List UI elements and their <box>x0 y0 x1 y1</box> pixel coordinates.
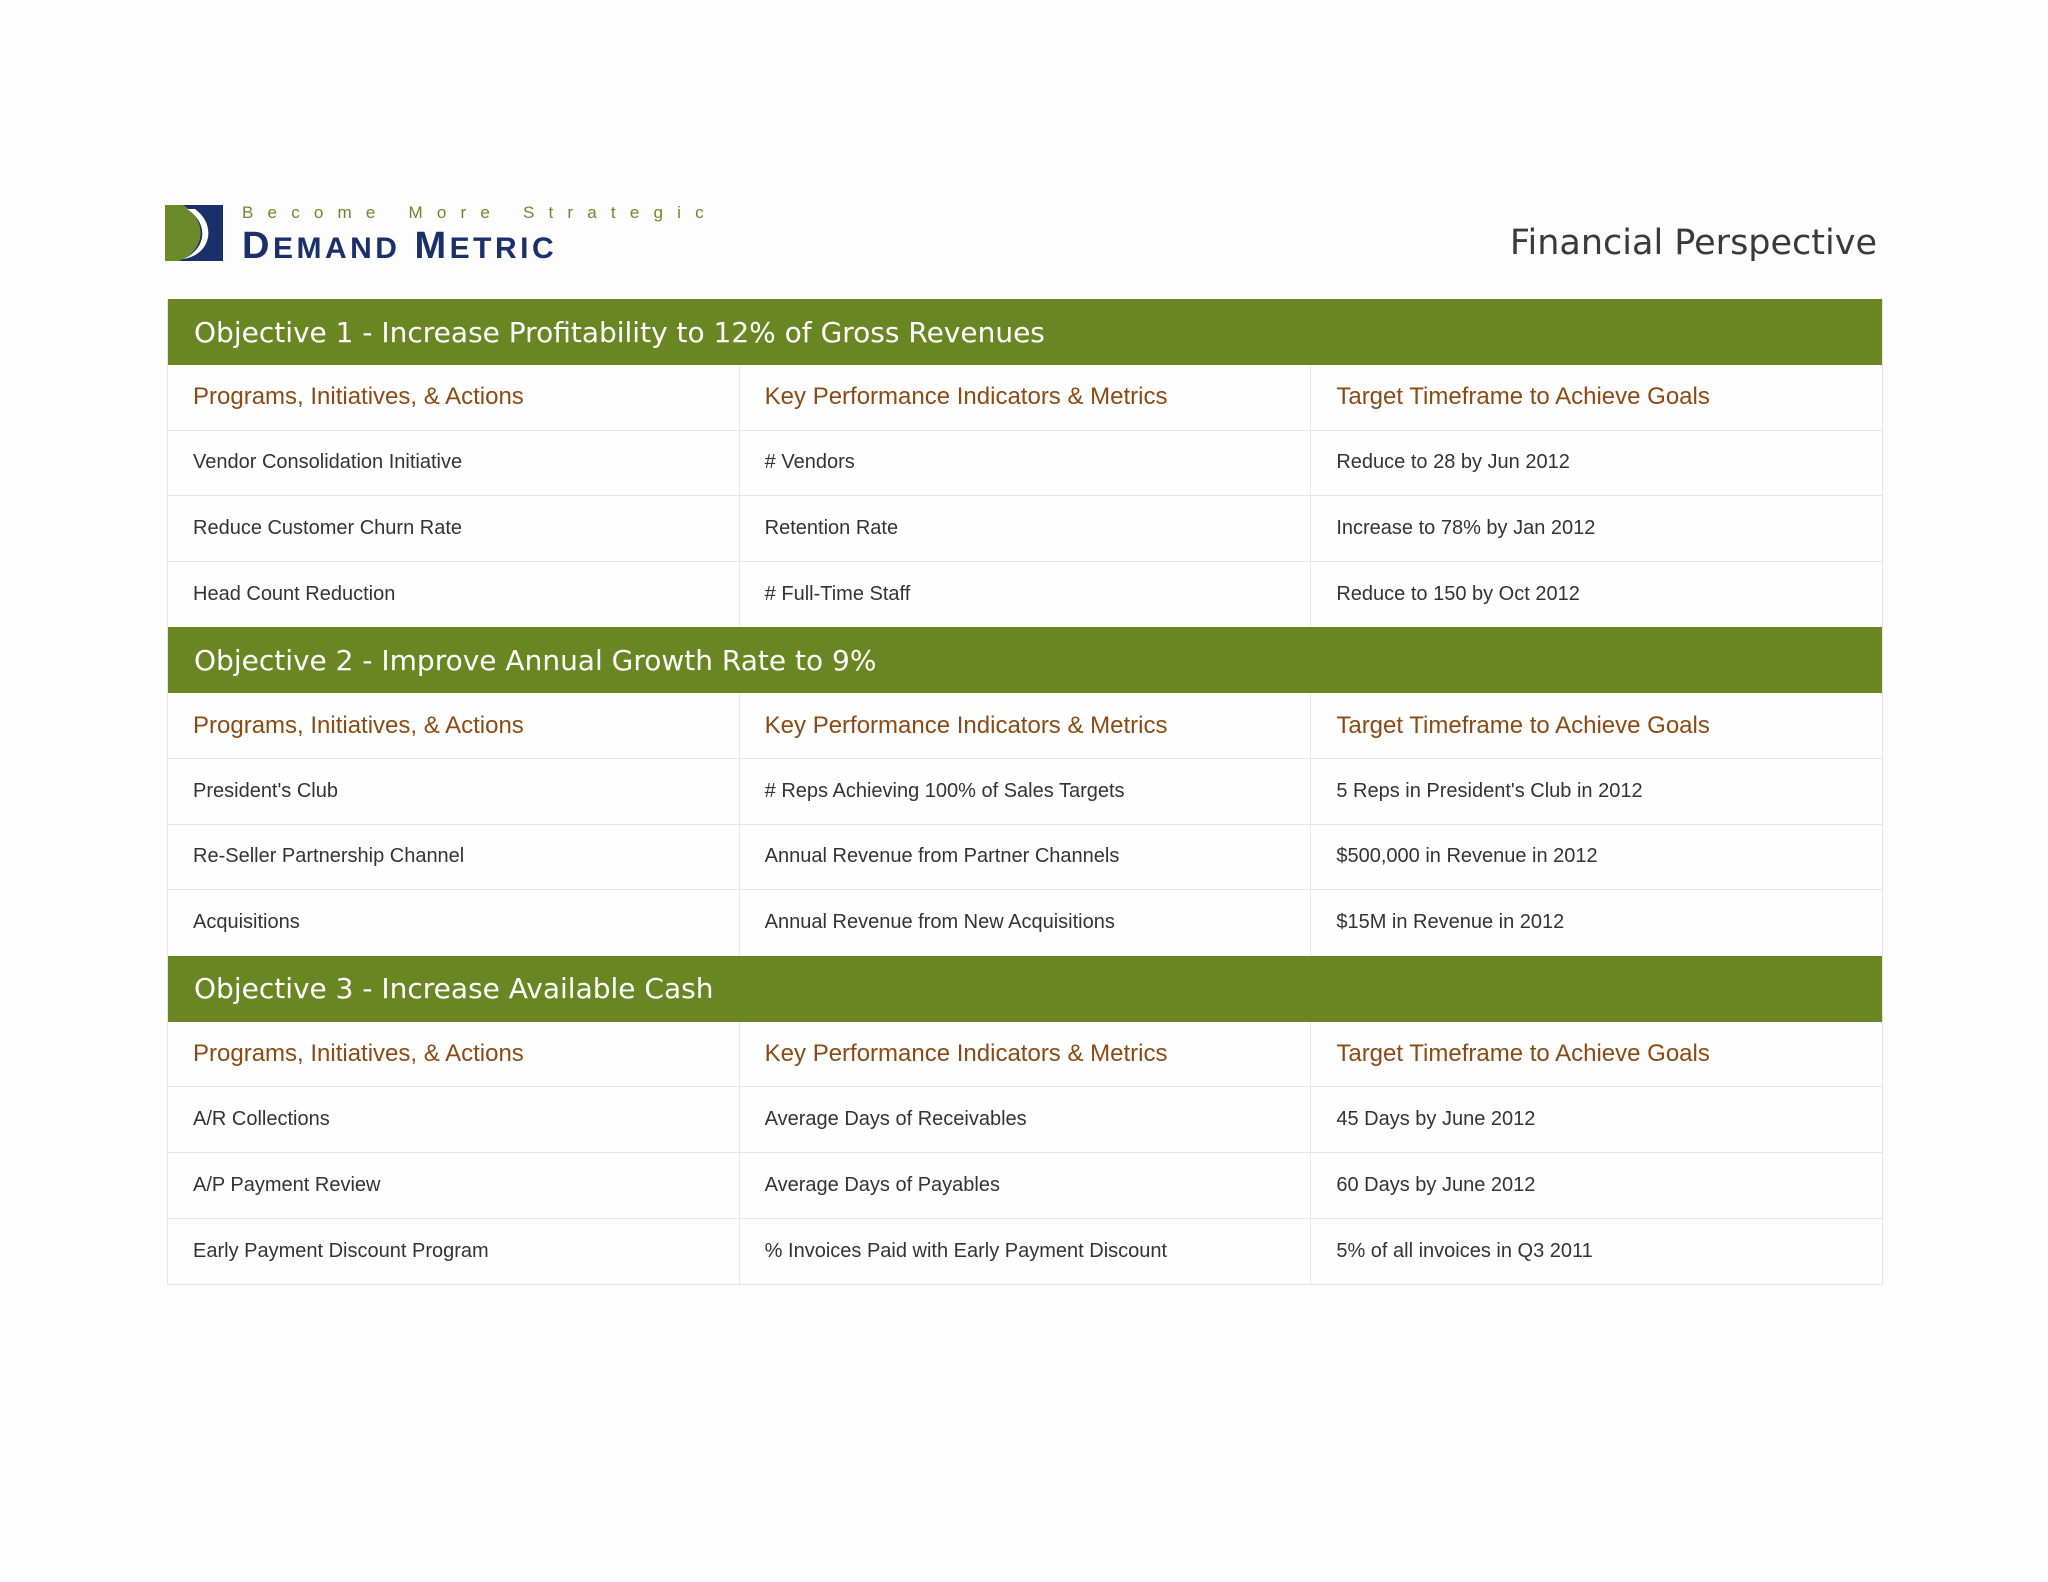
column-header-kpis: Key Performance Indicators & Metrics <box>739 1022 1311 1087</box>
kpi-cell: # Vendors <box>739 431 1311 496</box>
kpi-cell: Average Days of Payables <box>739 1153 1311 1218</box>
table-row <box>168 1087 1882 1153</box>
brand-name <box>242 227 557 268</box>
objective-2-title: Objective 2 - Improve Annual Growth Rate to 9% <box>168 627 1882 693</box>
program-cell: A/R Collections <box>193 1108 330 1131</box>
target-cell: 5 Reps in President's Club in 2012 <box>1310 759 1882 824</box>
target-cell: $500,000 in Revenue in 2012 <box>1310 825 1882 890</box>
kpi-cell: % Invoices Paid with Early Payment Discount <box>739 1219 1311 1285</box>
table-row <box>168 496 1882 562</box>
brand-initial-d: D <box>242 225 273 267</box>
target-cell: 60 Days by June 2012 <box>1310 1153 1882 1218</box>
column-header-timeframe: Target Timeframe to Achieve Goals <box>1310 365 1882 430</box>
column-header-programs: Programs, Initiatives, & Actions <box>193 711 524 739</box>
demand-metric-logo-mark-icon <box>165 205 223 261</box>
program-cell: Early Payment Discount Program <box>193 1239 489 1262</box>
table-row <box>168 431 1882 497</box>
objective-3-title: Objective 3 - Increase Available Cash <box>168 956 1882 1022</box>
brand-word-metric: ETRIC <box>449 232 558 265</box>
table-row <box>168 562 1882 628</box>
target-cell: Reduce to 150 by Oct 2012 <box>1310 562 1882 628</box>
column-header-timeframe: Target Timeframe to Achieve Goals <box>1310 1022 1882 1087</box>
demand-metric-logo <box>165 203 718 267</box>
brand-initial-m: M <box>414 225 450 267</box>
program-cell: President's Club <box>193 779 338 802</box>
program-cell: Re-Seller Partnership Channel <box>193 845 465 868</box>
objective-1-column-headers <box>168 365 1882 431</box>
objectives-table <box>167 299 1883 1285</box>
program-cell: Head Count Reduction <box>193 583 396 606</box>
table-row <box>168 1153 1882 1219</box>
target-cell: 45 Days by June 2012 <box>1310 1087 1882 1152</box>
program-cell: Reduce Customer Churn Rate <box>193 516 463 539</box>
objective-2-column-headers <box>168 693 1882 759</box>
column-header-timeframe: Target Timeframe to Achieve Goals <box>1310 693 1882 758</box>
table-row <box>168 1219 1882 1285</box>
page-title: Financial Perspective <box>1509 223 1877 263</box>
target-cell: Reduce to 28 by Jun 2012 <box>1310 431 1882 496</box>
program-cell: A/P Payment Review <box>193 1173 381 1196</box>
column-header-programs: Programs, Initiatives, & Actions <box>193 383 524 411</box>
kpi-cell: Annual Revenue from Partner Channels <box>739 825 1311 890</box>
kpi-cell: Average Days of Receivables <box>739 1087 1311 1152</box>
objective-3-column-headers <box>168 1022 1882 1088</box>
kpi-cell: Annual Revenue from New Acquisitions <box>739 890 1311 956</box>
tagline: Become More Strategic <box>242 203 718 222</box>
table-row <box>168 890 1882 956</box>
target-cell: Increase to 78% by Jan 2012 <box>1310 496 1882 561</box>
table-row <box>168 825 1882 891</box>
brand-word-demand: EMAND <box>272 232 401 265</box>
target-cell: 5% of all invoices in Q3 2011 <box>1310 1219 1882 1285</box>
column-header-programs: Programs, Initiatives, & Actions <box>193 1040 524 1068</box>
program-cell: Vendor Consolidation Initiative <box>193 451 463 474</box>
kpi-cell: # Full-Time Staff <box>739 562 1311 628</box>
program-cell: Acquisitions <box>193 911 300 934</box>
column-header-kpis: Key Performance Indicators & Metrics <box>739 365 1311 430</box>
table-row <box>168 759 1882 825</box>
objective-1-title: Objective 1 - Increase Profitability to 12% of Gross Revenues <box>168 299 1882 365</box>
kpi-cell: Retention Rate <box>739 496 1311 561</box>
target-cell: $15M in Revenue in 2012 <box>1310 890 1882 956</box>
column-header-kpis: Key Performance Indicators & Metrics <box>739 693 1311 758</box>
kpi-cell: # Reps Achieving 100% of Sales Targets <box>739 759 1311 824</box>
